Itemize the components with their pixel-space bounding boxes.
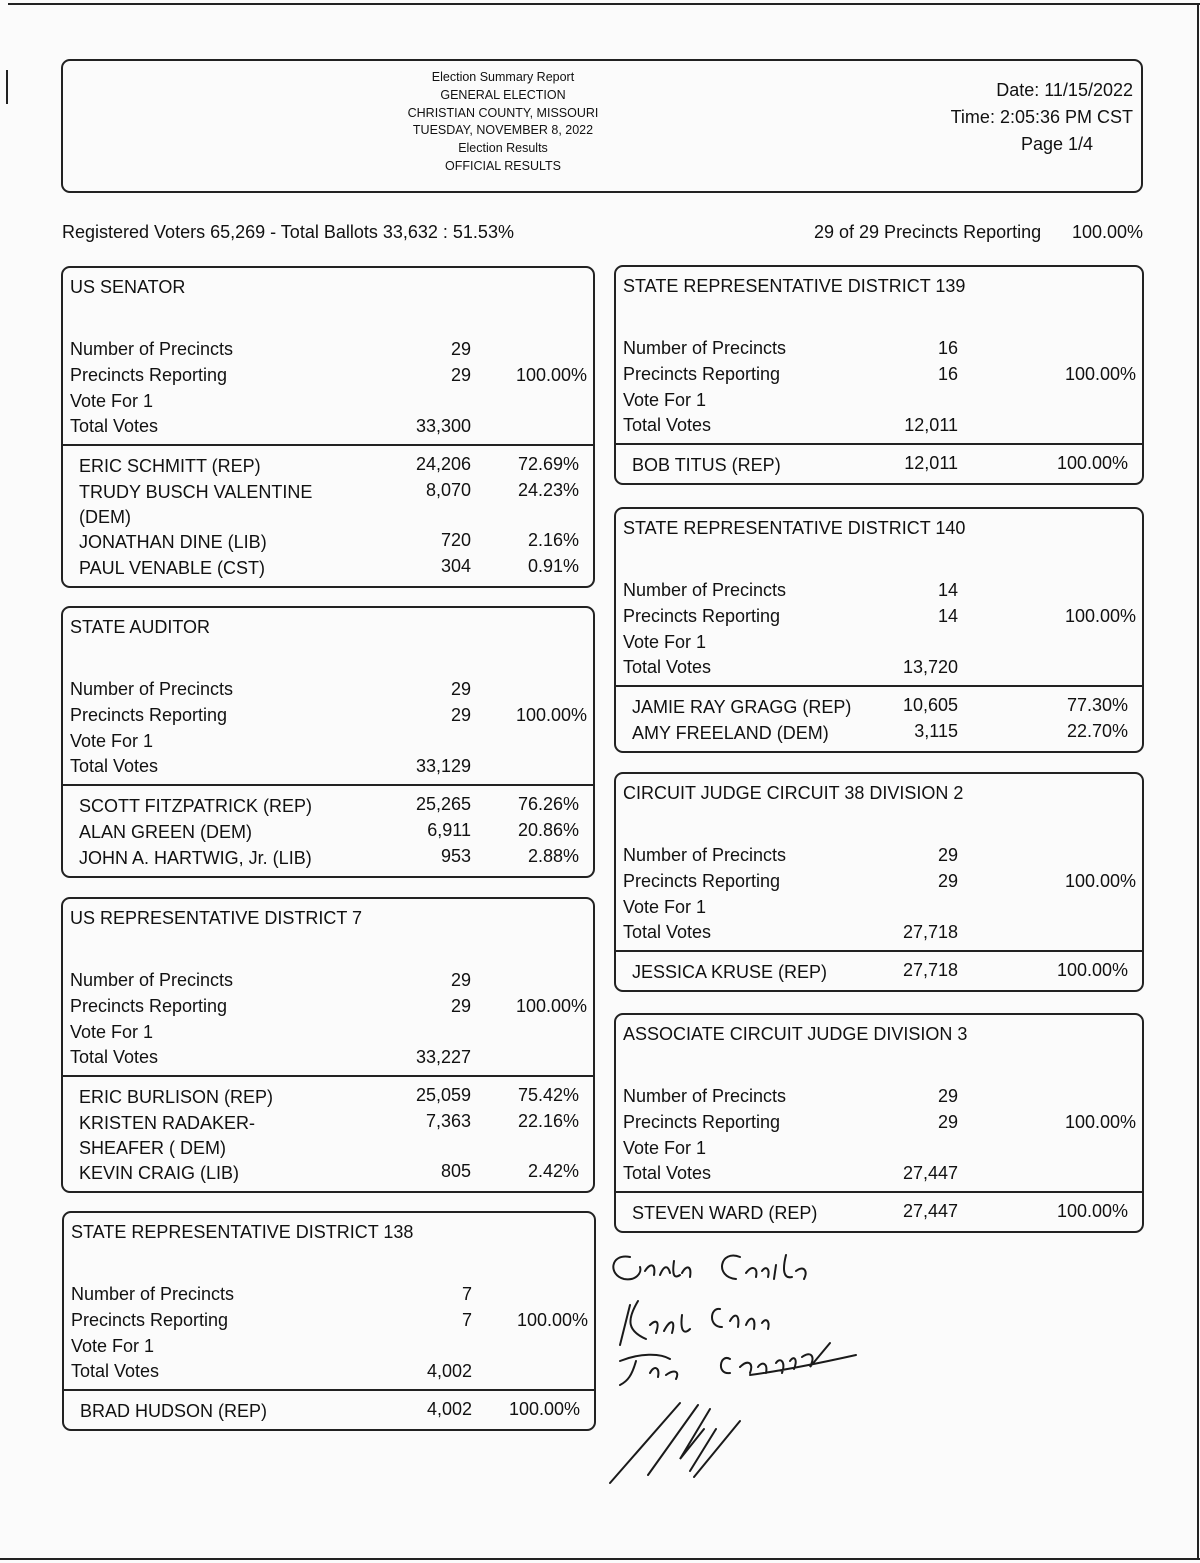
candidate-percent: 2.42% [527,1161,579,1181]
row-label: Vote For 1 [623,632,707,652]
results-divider [63,444,593,446]
contest-box [61,266,595,588]
candidate-percent: 24.23% [517,480,579,500]
row-label: Number of Precincts [623,1086,787,1106]
candidate-row [63,1161,593,1187]
candidate-row [63,794,593,820]
page-border-bottom [0,1558,1200,1560]
precincts-reporting-row [63,996,593,1022]
candidate-name: PAUL VENABLE (CST) [79,558,266,578]
row-label: Vote For 1 [70,391,154,411]
candidate-row [63,820,593,846]
report-header [61,59,1143,193]
row-value: 29 [937,1112,958,1132]
row-value: 13,720 [902,657,958,677]
candidate-row [63,1085,593,1111]
total-votes-row [63,1047,593,1073]
row-percent: 100.00% [1064,1112,1136,1132]
row-value: 33,129 [415,756,471,776]
row-value: 33,227 [415,1047,471,1067]
row-label: Total Votes [623,657,712,677]
row-value: 27,447 [902,1163,958,1183]
total-votes-row [63,416,593,442]
row-label: Precincts Reporting [70,705,228,725]
election-name: GENERAL ELECTION [440,87,566,102]
candidate-name: BRAD HUDSON (REP) [80,1401,268,1421]
number-of-precincts-row [616,1086,1142,1112]
candidate-percent: 100.00% [1056,960,1128,980]
candidate-name: TRUDY BUSCH VALENTINE (DEM) [79,482,313,527]
candidate-percent: 100.00% [508,1399,580,1419]
precincts-reporting-row [616,606,1142,632]
candidate-votes: 805 [440,1161,471,1181]
candidate-percent: 22.70% [1066,721,1128,741]
row-percent: 100.00% [515,365,587,385]
vote-for-row [63,1022,593,1048]
precincts-reporting-row [64,1310,594,1336]
contest-title: CIRCUIT JUDGE CIRCUIT 38 DIVISION 2 [623,783,964,803]
row-label: Number of Precincts [70,970,234,990]
row-value: 7 [461,1310,472,1330]
row-value: 29 [937,871,958,891]
row-label: Total Votes [70,416,159,436]
row-value: 29 [937,1086,958,1106]
contest-box [61,606,595,878]
row-value: 14 [937,580,958,600]
number-of-precincts-row [63,679,593,705]
candidate-percent: 100.00% [1056,1201,1128,1221]
candidate-percent: 75.42% [517,1085,579,1105]
results-divider [616,443,1142,445]
results-divider [616,1191,1142,1193]
contest-box [614,265,1144,485]
contest-title: STATE REPRESENTATIVE DISTRICT 140 [623,518,966,538]
row-value: 29 [450,679,471,699]
candidate-row [616,695,1142,721]
row-percent: 100.00% [515,996,587,1016]
row-label: Vote For 1 [623,897,707,917]
candidate-name: KEVIN CRAIG (LIB) [79,1163,240,1183]
results-divider [63,1075,593,1077]
contest-box [614,507,1144,753]
candidate-percent: 2.88% [527,846,579,866]
row-value: 29 [450,970,471,990]
county-name: CHRISTIAN COUNTY, MISSOURI [407,105,599,120]
row-label: Vote For 1 [70,1022,154,1042]
candidate-name: AMY FREELAND (DEM) [632,723,829,743]
row-label: Total Votes [623,922,712,942]
contest-box [614,1013,1144,1233]
candidate-percent: 22.16% [517,1111,579,1131]
candidate-name: ERIC SCHMITT (REP) [79,456,261,476]
row-label: Precincts Reporting [623,871,781,891]
row-value: 12,011 [904,415,958,435]
precincts-reporting-row [616,871,1142,897]
row-label: Precincts Reporting [70,365,228,385]
row-value: 29 [937,845,958,865]
candidate-votes: 4,002 [426,1399,472,1419]
report-title: Election Summary Report [431,70,575,84]
row-label: Total Votes [71,1361,160,1381]
results-divider [63,784,593,786]
row-value: 33,300 [415,416,471,436]
row-value: 16 [937,364,958,384]
margin-mark [6,70,8,104]
total-votes-row [616,922,1142,948]
candidate-row [63,480,593,530]
candidate-name: KRISTEN RADAKER-SHEAFER ( DEM) [79,1113,256,1158]
candidate-votes: 720 [440,530,471,550]
row-value: 29 [450,365,471,385]
candidate-row [616,960,1142,986]
total-votes-row [616,415,1142,441]
contest-box [614,772,1144,992]
candidate-percent: 76.26% [517,794,579,814]
row-label: Total Votes [70,756,159,776]
candidate-votes: 25,059 [415,1085,471,1105]
row-label: Precincts Reporting [70,996,228,1016]
row-percent: 100.00% [1064,606,1136,626]
results-divider [616,950,1142,952]
candidate-votes: 24,206 [415,454,471,474]
row-label: Precincts Reporting [623,1112,781,1132]
candidate-percent: 72.69% [517,454,579,474]
row-value: 29 [450,996,471,1016]
candidate-percent: 2.16% [527,530,579,550]
contest-box [62,1211,596,1431]
row-label: Number of Precincts [623,845,787,865]
row-label: Number of Precincts [70,339,234,359]
number-of-precincts-row [63,339,593,365]
row-value: 29 [450,339,471,359]
report-time: Time: 2:05:36 PM CST [950,107,1133,127]
contest-title: ASSOCIATE CIRCUIT JUDGE DIVISION 3 [623,1024,968,1044]
candidate-name: STEVEN WARD (REP) [632,1203,818,1223]
row-value: 14 [937,606,958,626]
page-number: Page 1/4 [1020,134,1093,154]
row-percent: 100.00% [515,705,587,725]
number-of-precincts-row [616,338,1142,364]
number-of-precincts-row [616,845,1142,871]
number-of-precincts-row [64,1284,594,1310]
candidate-name: JOHN A. HARTWIG, Jr. (LIB) [79,848,312,868]
total-votes-row [616,1163,1142,1189]
contest-title: US REPRESENTATIVE DISTRICT 7 [70,908,363,928]
page-border-top [8,3,1200,5]
precincts-reporting-row [616,364,1142,390]
candidate-votes: 10,605 [902,695,958,715]
candidate-votes: 25,265 [415,794,471,814]
candidate-row [63,1111,593,1161]
row-percent: 100.00% [1064,364,1136,384]
candidate-votes: 6,911 [427,820,471,840]
row-value: 4,002 [426,1361,472,1381]
row-label: Total Votes [623,415,712,435]
row-label: Precincts Reporting [623,606,781,626]
candidate-row [63,454,593,480]
candidate-votes: 3,115 [914,721,958,741]
candidate-name: JESSICA KRUSE (REP) [632,962,828,982]
candidate-name: SCOTT FITZPATRICK (REP) [79,796,312,816]
report-title-block [383,69,623,176]
total-votes-row [64,1361,594,1387]
vote-for-row [63,391,593,417]
candidate-percent: 77.30% [1066,695,1128,715]
row-label: Total Votes [623,1163,712,1183]
results-divider [64,1389,594,1391]
row-label: Number of Precincts [623,338,787,358]
row-label: Vote For 1 [623,1138,707,1158]
vote-for-row [616,897,1142,923]
row-value: 7 [461,1284,472,1304]
candidate-votes: 27,718 [902,960,958,980]
candidate-row [64,1399,594,1425]
row-label: Number of Precincts [70,679,234,699]
row-label: Precincts Reporting [71,1310,229,1330]
candidate-votes: 953 [440,846,471,866]
candidate-row [616,721,1142,747]
candidate-name: JONATHAN DINE (LIB) [79,532,267,552]
precincts-reporting-row [63,705,593,731]
candidate-row [63,846,593,872]
candidate-votes: 12,011 [904,453,958,473]
official-label: OFFICIAL RESULTS [445,158,561,173]
contest-title: US SENATOR [70,277,186,297]
candidate-percent: 0.91% [527,556,579,576]
report-date: Date: 11/15/2022 [996,80,1133,100]
total-votes-row [63,756,593,782]
number-of-precincts-row [63,970,593,996]
row-label: Number of Precincts [623,580,787,600]
registered-voters-summary: Registered Voters 65,269 - Total Ballots 33,632 : 51.53% [62,222,514,242]
candidate-percent: 20.86% [517,820,579,840]
candidate-votes: 8,070 [425,480,471,500]
candidate-votes: 7,363 [425,1111,471,1131]
vote-for-row [616,632,1142,658]
row-label: Vote For 1 [71,1336,155,1356]
row-value: 27,718 [902,922,958,942]
row-percent: 100.00% [1064,871,1136,891]
results-divider [616,685,1142,687]
row-label: Total Votes [70,1047,159,1067]
precincts-reporting-row [63,365,593,391]
signatures-image [590,1235,890,1495]
precincts-reporting-row [616,1112,1142,1138]
candidate-row [63,530,593,556]
reporting-percent: 100.00% [1072,222,1144,242]
candidate-name: ALAN GREEN (DEM) [79,822,253,842]
candidate-percent: 100.00% [1056,453,1128,473]
vote-for-row [64,1336,594,1362]
contest-title: STATE REPRESENTATIVE DISTRICT 138 [71,1222,414,1242]
vote-for-row [616,390,1142,416]
row-percent: 100.00% [516,1310,588,1330]
candidate-row [616,1201,1142,1227]
total-votes-row [616,657,1142,683]
results-label: Election Results [458,141,548,156]
row-label: Vote For 1 [70,731,154,751]
contest-title: STATE REPRESENTATIVE DISTRICT 139 [623,276,966,296]
vote-for-row [616,1138,1142,1164]
row-value: 16 [937,338,958,358]
candidate-votes: 27,447 [902,1201,958,1221]
vote-for-row [63,731,593,757]
candidate-row [63,556,593,582]
row-label: Precincts Reporting [623,364,781,384]
contest-box [61,897,595,1193]
candidate-name: ERIC BURLISON (REP) [79,1087,274,1107]
row-label: Number of Precincts [71,1284,235,1304]
candidate-name: BOB TITUS (REP) [632,455,781,475]
row-value: 29 [450,705,471,725]
precincts-reporting-summary: 29 of 29 Precincts Reporting [814,222,1042,242]
row-label: Vote For 1 [623,390,707,410]
candidate-votes: 304 [440,556,471,576]
number-of-precincts-row [616,580,1142,606]
election-date: TUESDAY, NOVEMBER 8, 2022 [412,123,594,138]
report-meta [951,77,1133,158]
page-border-right [1197,3,1199,1558]
contest-title: STATE AUDITOR [70,617,211,637]
candidate-name: JAMIE RAY GRAGG (REP) [632,697,852,717]
candidate-row [616,453,1142,479]
